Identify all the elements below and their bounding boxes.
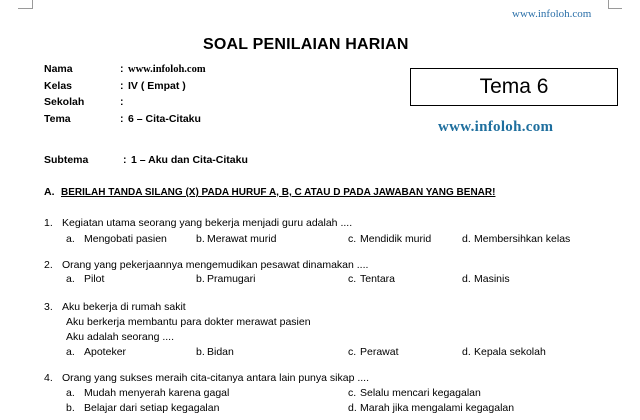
section-letter: A. xyxy=(44,186,55,198)
page-title: SOAL PENILAIAN HARIAN xyxy=(203,36,409,53)
option-text: Masinis xyxy=(474,273,510,285)
option-text: Apoteker xyxy=(84,346,127,358)
question-number: 3. xyxy=(44,301,53,313)
option-text: Belajar dari setiap kegagalan xyxy=(84,402,220,414)
option-text: Pramugari xyxy=(207,273,256,285)
info-colon: : xyxy=(120,113,124,125)
crop-mark-top-right-v xyxy=(608,0,609,9)
option-letter: a. xyxy=(66,387,75,399)
crop-mark-top-right-h xyxy=(608,8,622,9)
crop-mark-top-left-h xyxy=(18,8,32,9)
question-text: Kegiatan utama seorang yang bekerja menjadi guru adalah .... xyxy=(62,217,353,229)
option-text: Marah jika mengalami kegagalan xyxy=(360,402,515,414)
info-colon: : xyxy=(120,96,124,108)
question-text: Orang yang sukses meraih cita-citanya antara lain punya sikap .... xyxy=(62,372,369,384)
option-letter: d. xyxy=(462,346,471,358)
option-letter: a. xyxy=(66,346,75,358)
option-letter: b. xyxy=(196,273,205,285)
subtema-colon: : xyxy=(123,154,127,166)
option-letter: c. xyxy=(348,387,357,399)
question-number: 4. xyxy=(44,372,53,384)
option-text: Tentara xyxy=(360,273,396,285)
option-text: Pilot xyxy=(84,273,105,285)
option-letter: d. xyxy=(462,273,471,285)
option-text: Mendidik murid xyxy=(360,233,432,245)
info-value-kelas: IV ( Empat ) xyxy=(128,80,186,92)
crop-mark-top-left-v xyxy=(32,0,33,9)
info-value-tema: 6 – Cita-Citaku xyxy=(128,113,201,125)
info-colon: : xyxy=(120,80,124,92)
option-letter: a. xyxy=(66,233,75,245)
option-text: Selalu mencari kegagalan xyxy=(360,387,481,399)
option-letter: c. xyxy=(348,346,357,358)
option-letter: b. xyxy=(66,402,75,414)
option-letter: d. xyxy=(348,402,357,414)
question-text: Aku berkerja membantu para dokter merawat pasien xyxy=(66,316,311,328)
info-colon: : xyxy=(120,63,124,75)
option-text: Merawat murid xyxy=(207,233,277,245)
watermark-text: www.infoloh.com xyxy=(512,8,592,20)
option-text: Membersihkan kelas xyxy=(474,233,571,245)
question-number: 2. xyxy=(44,259,53,271)
option-letter: d. xyxy=(462,233,471,245)
option-letter: a. xyxy=(66,273,75,285)
question-number: 1. xyxy=(44,217,53,229)
option-letter: b. xyxy=(196,233,205,245)
option-text: Mengobati pasien xyxy=(84,233,167,245)
option-text: Mudah menyerah karena gagal xyxy=(84,387,230,399)
info-label-kelas: Kelas xyxy=(44,80,73,92)
option-letter: c. xyxy=(348,233,357,245)
question-text: Aku bekerja di rumah sakit xyxy=(62,301,186,313)
subtema-value: 1 – Aku dan Cita-Citaku xyxy=(131,154,248,166)
subtema-label: Subtema xyxy=(44,154,89,166)
option-text: Kepala sekolah xyxy=(474,346,546,358)
option-letter: b. xyxy=(196,346,205,358)
option-text: Bidan xyxy=(207,346,234,358)
info-label-sekolah: Sekolah xyxy=(44,96,85,108)
tema-box: Tema 6 xyxy=(410,68,618,106)
info-value-nama: www.infoloh.com xyxy=(128,64,206,75)
question-text: Orang yang pekerjaannya mengemudikan pesawat dinamakan .... xyxy=(62,259,369,271)
section-instruction: BERILAH TANDA SILANG (X) PADA HURUF A, B, C ATAU D PADA JAWABAN YANG BENAR! xyxy=(61,187,496,198)
option-text: Perawat xyxy=(360,346,399,358)
question-text: Aku adalah seorang .... xyxy=(66,331,174,343)
info-label-tema: Tema xyxy=(44,113,71,125)
site-link[interactable]: www.infoloh.com xyxy=(438,119,554,135)
option-letter: c. xyxy=(348,273,357,285)
info-label-nama: Nama xyxy=(44,63,73,75)
